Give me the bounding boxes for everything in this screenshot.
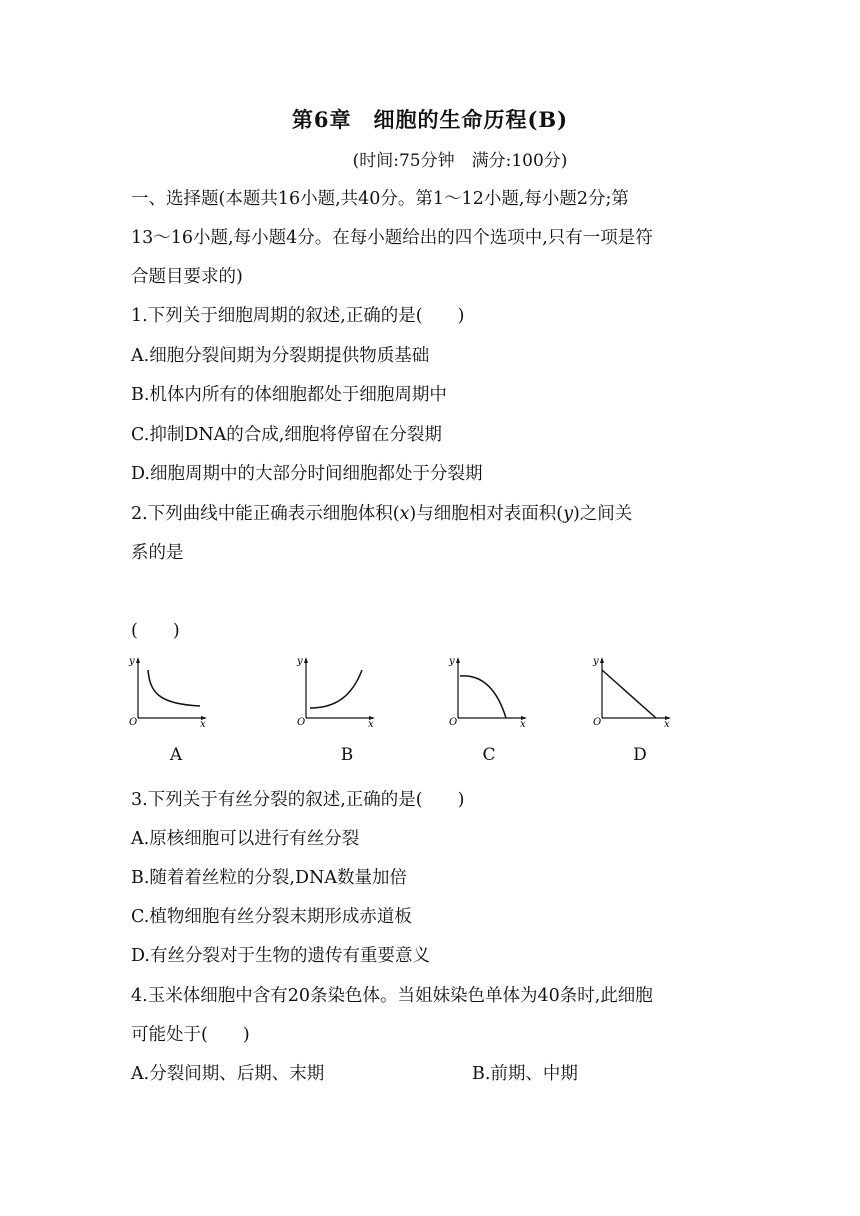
page-title: 第6章 细胞的生命历程(B) <box>291 107 569 132</box>
graph-c-y-label: y <box>449 656 455 667</box>
section-instructions-line-1: 一、选择题(本题共16小题,共40分。第1～12小题,每小题2分;第 <box>131 189 629 209</box>
graph-a-x-label: x <box>200 719 206 727</box>
q2-y-variable: y <box>563 504 573 524</box>
q4-stem-line-1: 4.玉米体细胞中含有20条染色体。当姐妹染色单体为40条时,此细胞 <box>131 986 653 1006</box>
graph-d-curve <box>602 670 656 718</box>
page-subtitle: (时间:75分钟 满分:100分) <box>352 151 568 171</box>
q2-stem-line-2: 系的是 <box>131 543 184 563</box>
section-instructions-line-2: 13～16小题,每小题4分。在每小题给出的四个选项中,只有一项是符 <box>131 228 653 248</box>
q3-option-c: C.植物细胞有丝分裂末期形成赤道板 <box>131 907 412 927</box>
q2-x-variable: x <box>399 504 410 524</box>
q2-stem-part-b: )与细胞相对表面积( <box>409 504 564 524</box>
graph-d-x-label: x <box>664 719 670 727</box>
q4-stem-line-2: 可能处于( ) <box>131 1025 250 1045</box>
graph-b-label: B <box>340 745 354 765</box>
q3-option-a: A.原核细胞可以进行有丝分裂 <box>131 829 360 849</box>
graph-b-y-arrow <box>304 657 308 663</box>
graph-d <box>592 652 672 727</box>
q2-answer-blank: ( ) <box>131 621 180 641</box>
graph-d-y-arrow <box>600 657 604 663</box>
graph-b-curve <box>310 670 362 708</box>
q3-stem: 3.下列关于有丝分裂的叙述,正确的是( ) <box>131 790 465 810</box>
graph-b <box>296 652 376 727</box>
graph-a-y-label: y <box>129 656 135 667</box>
graph-c-curve <box>460 676 506 718</box>
graph-b-origin: O <box>297 717 306 727</box>
graph-c-x-label: x <box>520 719 526 727</box>
section-instructions-line-3: 合题目要求的) <box>131 267 243 287</box>
q2-stem-part-c: )之间关 <box>572 504 633 524</box>
q1-stem: 1.下列关于细胞周期的叙述,正确的是( ) <box>131 306 465 326</box>
graph-c-y-arrow <box>456 657 460 663</box>
q3-option-b: B.随着着丝粒的分裂,DNA数量加倍 <box>131 868 407 888</box>
graph-c <box>448 652 528 727</box>
q1-option-d: D.细胞周期中的大部分时间细胞都处于分裂期 <box>131 464 483 484</box>
q1-option-c: C.抑制DNA的合成,细胞将停留在分裂期 <box>131 425 442 445</box>
q2-stem-line-1 <box>131 500 632 525</box>
q2-stem-part-a: 2.下列曲线中能正确表示细胞体积( <box>131 504 400 524</box>
graph-c-origin: O <box>449 717 458 727</box>
graph-d-origin: O <box>593 717 602 727</box>
graph-b-x-label: x <box>368 719 374 727</box>
q3-option-d: D.有丝分裂对于生物的遗传有重要意义 <box>131 946 430 966</box>
graph-a-y-arrow <box>136 657 140 663</box>
graph-a-curve <box>148 670 200 706</box>
graph-a-origin: O <box>129 717 138 727</box>
graph-c-label: C <box>482 745 496 765</box>
q4-option-a: A.分裂间期、后期、末期 <box>131 1064 325 1084</box>
q4-option-b: B.前期、中期 <box>472 1064 578 1084</box>
q1-option-a: A.细胞分裂间期为分裂期提供物质基础 <box>131 346 430 366</box>
q1-option-b: B.机体内所有的体细胞都处于细胞周期中 <box>131 385 447 405</box>
graph-a-label: A <box>169 745 183 765</box>
graph-d-label: D <box>633 745 647 765</box>
graph-b-y-label: y <box>297 656 303 667</box>
graph-d-y-label: y <box>593 656 599 667</box>
graph-a <box>128 652 208 727</box>
